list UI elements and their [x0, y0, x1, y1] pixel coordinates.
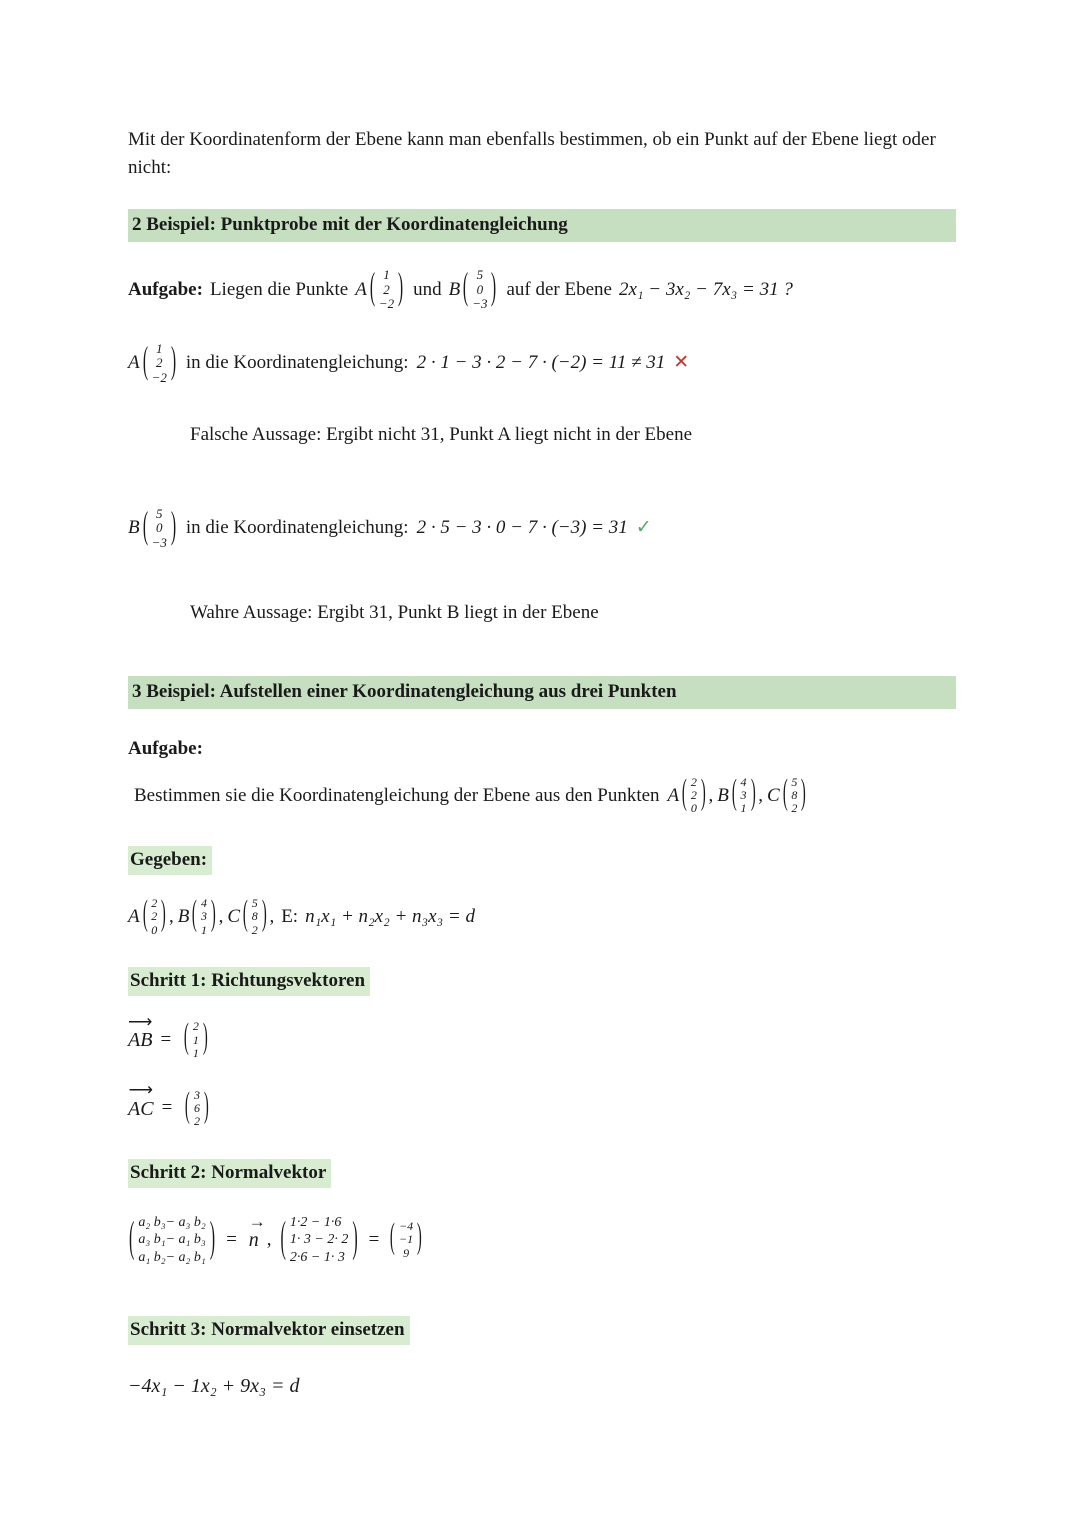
paren-right: ): [491, 268, 497, 310]
matrix-row: 1·2 − 1·6: [289, 1214, 342, 1230]
vector-component: −2: [378, 296, 395, 312]
vector-values: [469, 268, 490, 312]
vector-component: 4: [200, 895, 207, 910]
paren-left: (: [782, 775, 788, 814]
comma-separator: ,: [266, 1228, 272, 1250]
check-b-conclusion: Wahre Aussage: Ergibt 31, Punkt B liegt in der Ebene: [190, 601, 599, 623]
label-text: n: [248, 1229, 259, 1252]
vector-component: 2: [791, 801, 798, 816]
normal-vector-line: [128, 1211, 960, 1267]
section-2-heading: 2 Beispiel: Punktprobe mit der Koordinatengleichung: [128, 209, 956, 242]
equals-sign-2: =: [368, 1228, 380, 1250]
vector-ab-label: [128, 1012, 153, 1055]
point-label: B: [177, 905, 190, 927]
point-label: A: [128, 905, 140, 927]
vector-component: −4: [399, 1218, 414, 1233]
point-vector: [142, 897, 167, 937]
equals-sign: =: [160, 1029, 172, 1051]
paren-left: (: [192, 896, 198, 935]
vector-component: 0: [151, 922, 158, 937]
comma-separator: ,: [758, 784, 763, 806]
check-b-label: B: [128, 517, 140, 539]
equals-sign: =: [161, 1097, 173, 1119]
paren-left: (: [280, 1215, 286, 1262]
label-text: AB: [128, 1029, 153, 1052]
normal-vector-symbol: [248, 1211, 266, 1255]
vector-component: 6: [193, 1100, 200, 1115]
cross-icon: ✕: [673, 352, 690, 374]
section-3-heading: 3 Beispiel: Aufstellen einer Koordinatengleichung aus drei Punkten: [128, 676, 956, 709]
vector-ab-value: [183, 1020, 208, 1060]
vector-component: 0: [156, 520, 163, 536]
section-3-task-label-line: [128, 735, 960, 764]
task-text-3: auf der Ebene: [506, 278, 612, 300]
normal-vector-result: [389, 1220, 422, 1260]
given-line: [128, 897, 960, 937]
vector-component: −1: [399, 1232, 414, 1247]
check-b-line: [128, 507, 960, 551]
paren-right: ): [417, 1219, 422, 1258]
point-label: A: [667, 784, 680, 806]
step-3-heading-wrap: [128, 1316, 960, 1345]
vector-values: [249, 897, 261, 937]
paren-left: (: [390, 1219, 396, 1258]
given-label: Gegeben:: [128, 846, 212, 875]
paren-right: ): [170, 341, 177, 383]
paren-right: ): [801, 775, 807, 814]
check-b-text: in die Koordinatengleichung:: [185, 517, 409, 539]
task-label: Aufgabe:: [128, 278, 203, 300]
point-vector: [191, 897, 216, 937]
check-a-conclusion: Falsche Aussage: Ergibt nicht 31, Punkt A liegt nicht in der Ebene: [190, 424, 693, 446]
vector-component: 2: [383, 281, 390, 297]
intro-paragraph: Mit der Koordinatenform der Ebene kann man ebenfalls bestimmen, ob ein Punkt auf der Ebene liegt oder nicht:: [128, 129, 936, 178]
vector-values: [688, 776, 700, 816]
check-a-equation: 2 · 1 − 3 · 2 − 7 · (−2) = 11 ≠ 31: [416, 352, 666, 374]
vector-component: 5: [156, 505, 163, 521]
paren-right: ): [209, 1215, 216, 1262]
check-a-label: A: [128, 352, 140, 374]
vector-component: 8: [791, 788, 798, 803]
paren-left: (: [142, 896, 148, 935]
paren-right: ): [202, 1019, 208, 1059]
point-vector: [731, 776, 756, 816]
comma-separator-2: ,: [269, 905, 275, 927]
vector-component: 1: [200, 922, 207, 937]
paren-left: (: [463, 268, 469, 310]
vector-component: −3: [472, 296, 488, 312]
vector-component: 3: [200, 909, 207, 924]
vector-component: 1: [192, 1032, 199, 1047]
vector-values: [191, 1089, 203, 1129]
vector-component: 4: [740, 774, 747, 789]
equals-sign: =: [226, 1228, 237, 1250]
point-a-vector: [369, 268, 404, 312]
matrix-row: a₂ b₃− a₃ b₂: [138, 1214, 206, 1230]
vector-component: −3: [151, 535, 167, 551]
matrix-row: a₃ b₁− a₁ b₃: [138, 1232, 206, 1248]
vector-component: 0: [476, 281, 484, 297]
vector-values: [738, 776, 750, 816]
paren-left: (: [731, 775, 737, 814]
plane-equation: 2x₁ − 3x₂ − 7x₃ = 31 ?: [618, 278, 793, 300]
paren-left: (: [185, 1088, 191, 1127]
comma-separator: ,: [218, 905, 224, 927]
task-text-2: und: [413, 278, 442, 300]
step-1-heading: Schritt 1: Richtungsvektoren: [128, 967, 370, 996]
vector-component: 1: [383, 267, 390, 283]
point-a-label: A: [355, 278, 367, 300]
vector-component: 0: [690, 801, 697, 816]
point-vector: [782, 776, 807, 816]
vector-values: [396, 1220, 416, 1260]
vector-values: [149, 507, 170, 551]
vector-component: 2: [690, 774, 697, 789]
vector-component: 2: [156, 355, 163, 371]
task-label: Aufgabe:: [128, 738, 203, 760]
vector-ac-value: [184, 1089, 209, 1129]
task-text-1: Liegen die Punkte: [209, 278, 349, 300]
paren-right: ): [261, 896, 267, 935]
vector-ac-line: [128, 1080, 960, 1129]
cross-product-matrix: [128, 1214, 216, 1267]
step-1-heading-wrap: [128, 967, 960, 996]
vector-ab-line: [128, 1012, 960, 1061]
vector-values: [788, 776, 800, 816]
task-text: Bestimmen sie die Koordinatengleichung der Ebene aus den Punkten: [134, 784, 660, 806]
vector-ac-label: [128, 1080, 154, 1124]
paren-right: ): [750, 775, 756, 814]
vector-values: [149, 342, 170, 386]
step-3-heading: Schritt 3: Normalvektor einsetzen: [128, 1316, 410, 1345]
paren-left: (: [184, 1019, 189, 1059]
paren-right: ): [203, 1088, 209, 1127]
matrix-row: a₁ b₂− a₂ b₁: [138, 1249, 206, 1265]
vector-component: 3: [193, 1087, 200, 1102]
paren-right: ): [170, 507, 177, 548]
matrix-row: 2·6 − 1· 3: [289, 1249, 345, 1265]
comma-separator: ,: [708, 784, 714, 806]
vector-values: [148, 897, 160, 937]
check-a-vector: [142, 342, 177, 386]
given-label-wrap: [128, 846, 960, 875]
vector-component: 2: [690, 788, 697, 803]
check-b-vector: [142, 507, 177, 551]
vector-component: 5: [251, 895, 258, 910]
plane-prefix: E:: [281, 905, 299, 927]
point-vector: [242, 897, 267, 937]
comma-separator: ,: [168, 905, 174, 927]
paren-left: (: [129, 1215, 135, 1262]
check-icon: ✓: [635, 517, 652, 539]
point-b-label: B: [448, 278, 461, 300]
check-a-text: in die Koordinatengleichung:: [185, 352, 409, 374]
vector-component: 9: [403, 1245, 410, 1260]
vector-component: 5: [791, 774, 798, 789]
vector-component: 1: [740, 801, 747, 816]
label-text: AC: [128, 1097, 154, 1120]
point-label: B: [717, 784, 729, 806]
vector-component: 8: [251, 909, 258, 924]
vector-values: [190, 1020, 202, 1060]
vector-component: 1: [192, 1046, 199, 1061]
step-3-equation: −4x₁ − 1x₂ + 9x₃ = d: [128, 1375, 300, 1398]
matrix-rows: [287, 1214, 351, 1267]
vector-values: [376, 268, 397, 312]
paren-right: ): [210, 896, 216, 935]
check-b-equation: 2 · 5 − 3 · 0 − 7 · (−3) = 31: [416, 517, 628, 539]
document-content: [128, 126, 960, 1401]
section-3-task-line: [134, 776, 960, 816]
vector-component: −2: [151, 369, 167, 385]
vector-values: [198, 897, 210, 937]
paren-left: (: [142, 341, 148, 383]
paren-right: ): [397, 268, 404, 310]
vector-component: 3: [740, 788, 747, 803]
check-a-line: [128, 342, 960, 386]
step-2-heading-wrap: [128, 1159, 960, 1188]
point-b-vector: [462, 268, 497, 312]
numeric-cross-matrix: [280, 1214, 359, 1267]
paren-left: (: [142, 507, 148, 548]
vector-component: 2: [192, 1019, 199, 1034]
paren-left: (: [242, 896, 248, 935]
paren-left: (: [682, 775, 687, 814]
arrow-icon: ⟶: [128, 1080, 153, 1100]
point-vector: [681, 776, 706, 816]
point-label: C: [227, 905, 241, 927]
paren-left: (: [369, 268, 375, 310]
arrow-icon: →: [248, 1211, 266, 1231]
vector-component: 2: [151, 895, 158, 910]
paren-right: ): [352, 1215, 358, 1262]
plane-equation: n₁x₁ + n₂x₂ + n₃x₃ = d: [305, 905, 475, 927]
matrix-row: 1· 3 − 2· 2: [289, 1232, 349, 1248]
paren-right: ): [161, 896, 167, 935]
point-label: C: [766, 784, 780, 806]
vector-component: 1: [156, 340, 163, 356]
paren-right: ): [700, 775, 706, 814]
vector-component: 2: [193, 1114, 200, 1129]
matrix-rows: [135, 1214, 208, 1267]
arrow-icon: ⟶: [128, 1012, 153, 1032]
section-2-task-line: [128, 268, 960, 312]
vector-component: 2: [251, 922, 258, 937]
vector-component: 2: [151, 909, 158, 924]
vector-component: 5: [476, 267, 484, 283]
step-2-heading: Schritt 2: Normalvektor: [128, 1159, 331, 1188]
